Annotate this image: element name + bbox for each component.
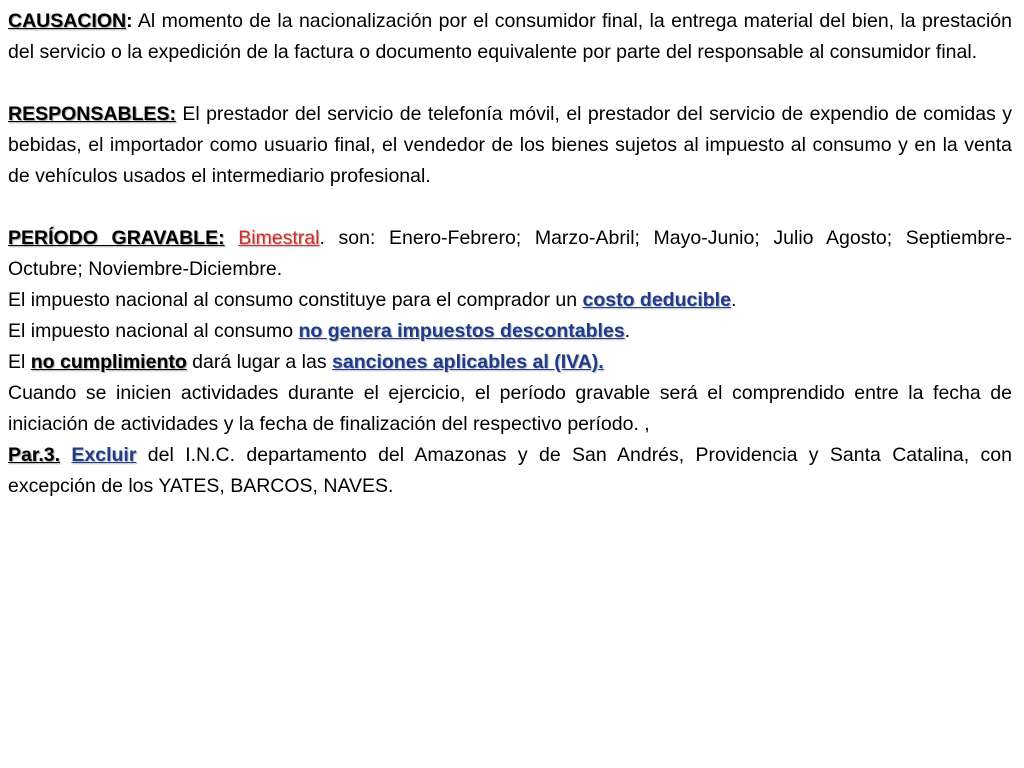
term-responsables: RESPONSABLES: bbox=[8, 103, 176, 125]
responsables-text: El prestador del servicio de telefonía móvil, el prestador del servicio de expendio de comidas y bebidas, el importador como usuario final, el vendedor de los bienes sujetos al impuesto al consumo y en la venta de vehículos usados el intermediario profesional. bbox=[8, 103, 1012, 187]
cumplimiento-before: El bbox=[8, 351, 31, 373]
term-paragrafo-3: Par.3. bbox=[8, 444, 61, 466]
term-causacion: CAUSACION bbox=[8, 10, 127, 32]
cumplimiento-middle: dará lugar a las bbox=[186, 351, 333, 373]
slide-body bbox=[8, 6, 1012, 502]
paragrafo-highlight: Excluir bbox=[71, 444, 137, 466]
descontables-before: El impuesto nacional al consumo bbox=[8, 320, 299, 342]
term-periodo-gravable: PERÍODO GRAVABLE: bbox=[8, 227, 225, 249]
paragraph-actividades bbox=[8, 378, 1012, 440]
descontables-after: . bbox=[624, 320, 631, 342]
costo-after: . bbox=[730, 289, 737, 311]
paragraph-gap bbox=[8, 192, 1012, 223]
paragraph-cumplimiento bbox=[8, 347, 1012, 378]
paragraph-paragrafo-3 bbox=[8, 440, 1012, 502]
costo-before: El impuesto nacional al consumo constituye para el comprador un bbox=[8, 289, 583, 311]
cumplimiento-highlight-1: no cumplimiento bbox=[30, 351, 187, 373]
descontables-highlight: no genera impuestos descontables bbox=[298, 320, 625, 342]
paragraph-responsables bbox=[8, 99, 1012, 192]
paragraph-costo bbox=[8, 285, 1012, 316]
paragraph-causacion bbox=[8, 6, 1012, 68]
causacion-text: Al momento de la nacionalización por el consumidor final, la entrega material del bien, la prestación del servicio o la expedición de la factura o documento equivalente por parte del responsable al consumidor final. bbox=[8, 10, 1012, 63]
actividades-text: Cuando se inicien actividades durante el ejercicio, el período gravable será el comprendido entre la fecha de iniciación de actividades y la fecha de finalización del respectivo período. , bbox=[8, 382, 1012, 435]
paragraph-periodo-gravable bbox=[8, 223, 1012, 285]
paragraph-descontables bbox=[8, 316, 1012, 347]
paragrafo-text: del I.N.C. departamento del Amazonas y de San Andrés, Providencia y Santa Catalina, con excepción de los YATES, BARCOS, NAVES. bbox=[8, 444, 1012, 497]
costo-highlight: costo deducible bbox=[582, 289, 731, 311]
periodo-text: . son: Enero-Febrero; Marzo-Abril; Mayo-Junio; Julio Agosto; Septiembre-Octubre; Noviembre-Diciembre. bbox=[8, 227, 1012, 280]
paragraph-gap bbox=[8, 68, 1012, 99]
term-causacion-colon: : bbox=[126, 10, 133, 32]
cumplimiento-highlight-2: sanciones aplicables al (IVA). bbox=[332, 351, 604, 373]
periodo-value: Bimestral bbox=[238, 227, 320, 249]
